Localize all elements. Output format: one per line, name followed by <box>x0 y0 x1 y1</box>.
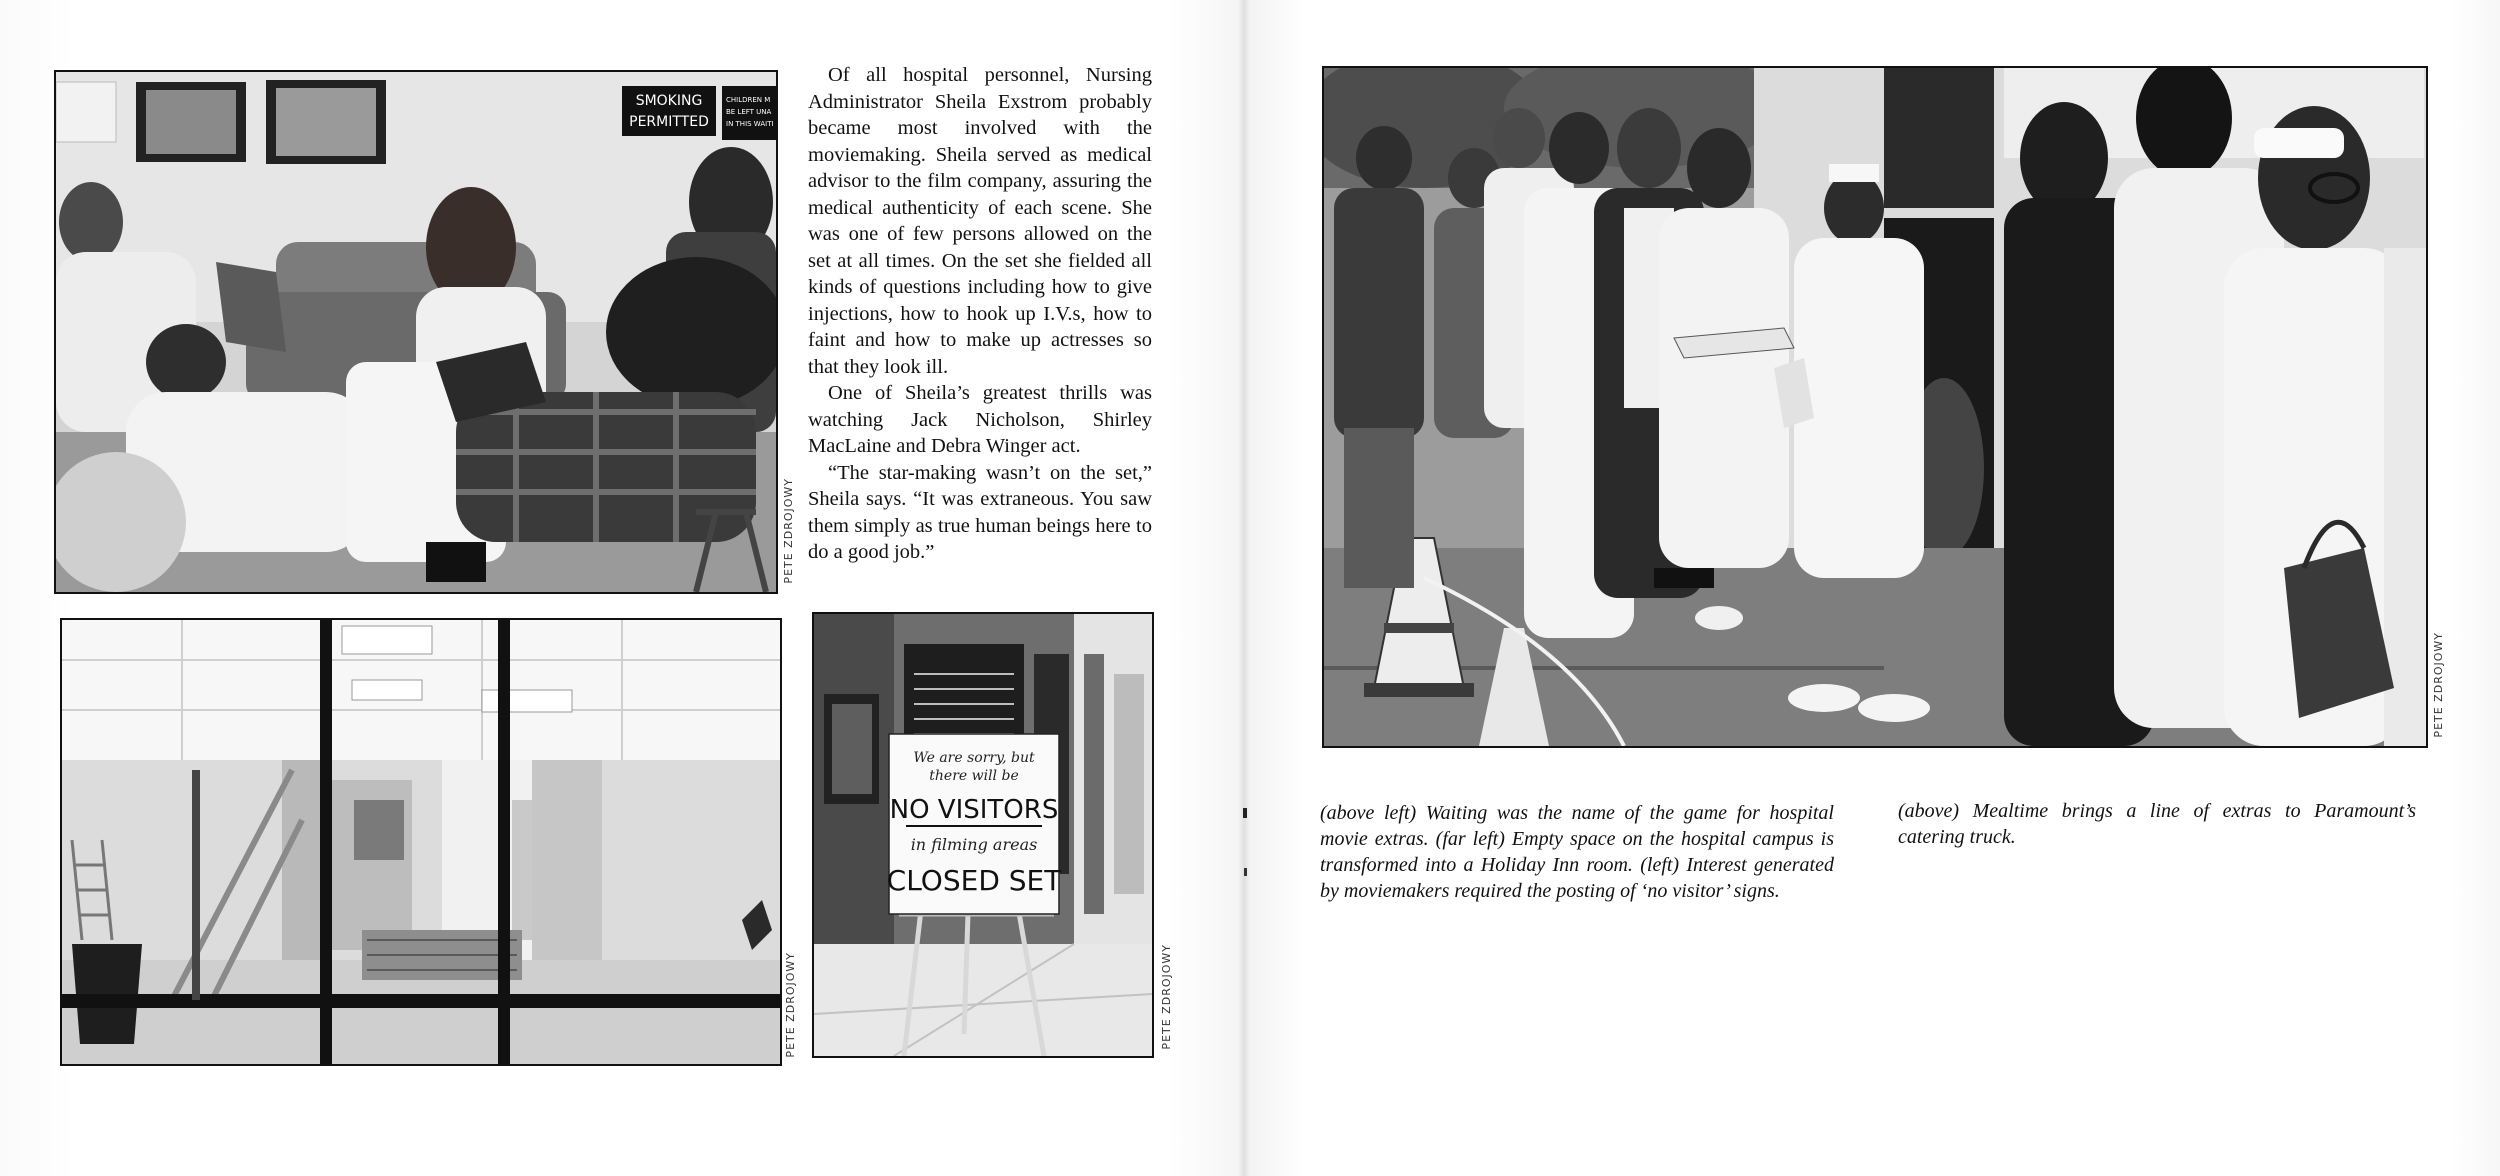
photo-empty-room <box>60 618 782 1066</box>
photo-credit-waiting-room: PETE ZDROJOWY <box>782 478 795 584</box>
children-sign-line1: CHILDREN M <box>726 96 771 104</box>
no-visitors-sign-line3: NO VISITORS <box>889 795 1059 825</box>
catering-truck-image <box>1324 68 2426 746</box>
page-gutter <box>1238 0 1250 1176</box>
photo-credit-empty-room: PETE ZDROJOWY <box>784 952 797 1058</box>
no-visitors-sign-line4: in filming areas <box>910 835 1038 854</box>
no-visitors-sign-line2: there will be <box>929 768 1019 784</box>
photo-credit-no-visitors: PETE ZDROJOWY <box>1160 944 1173 1050</box>
photo-waiting-room <box>54 70 778 594</box>
article-body <box>808 62 1152 566</box>
article-paragraph-1: Of all hospital personnel, Nursing Administrator Sheila Exstrom probably became most involved with the moviemaking. Sheila served as medical advisor to the film company, assuring the medical authenticity of each scene. She was one of few persons allowed on the set at all times. On the set she fielded all kinds of questions including how to give injections, how to hook up I.V.s, how to faint and how to make up actresses so that they look ill. <box>808 64 1152 378</box>
no-visitors-sign-line1: We are sorry, but <box>913 750 1035 766</box>
caption-right-block: (above) Mealtime brings a line of extras to Paramount’s catering truck. <box>1898 800 2416 848</box>
article-paragraph-2: One of Sheila’s greatest thrills was watching Jack Nicholson, Shirley MacLaine and Debra Winger act. <box>808 382 1152 457</box>
gutter-mark-2 <box>1244 868 1247 876</box>
gutter-mark-1 <box>1243 808 1247 818</box>
article-paragraph-3: “The star-making wasn’t on the set,” Sheila says. “It was extraneous. You saw them simply as true human beings here to do a good job.” <box>808 461 1152 563</box>
photo-credit-catering: PETE ZDROJOWY <box>2432 632 2445 738</box>
empty-room-image <box>62 620 780 1064</box>
photo-no-visitors-sign <box>812 612 1154 1058</box>
smoking-sign-line1: SMOKING <box>635 93 703 109</box>
children-sign-line3: IN THIS WAITI <box>726 120 774 128</box>
smoking-sign-line2: PERMITTED <box>629 114 709 130</box>
waiting-room-image <box>56 72 776 592</box>
photo-catering-truck <box>1322 66 2428 748</box>
caption-left-block: (above left) Waiting was the name of the game for hospital movie extras. (far left) Empty space on the hospital campus is transformed into a Holiday Inn room. (left) Interest generated by moviemakers required the posting of ‘no visitor’ signs. <box>1320 802 1834 902</box>
no-visitors-image <box>814 614 1152 1056</box>
children-sign-line2: BE LEFT UNA <box>726 108 772 116</box>
no-visitors-sign-line5: CLOSED SET <box>886 864 1062 897</box>
